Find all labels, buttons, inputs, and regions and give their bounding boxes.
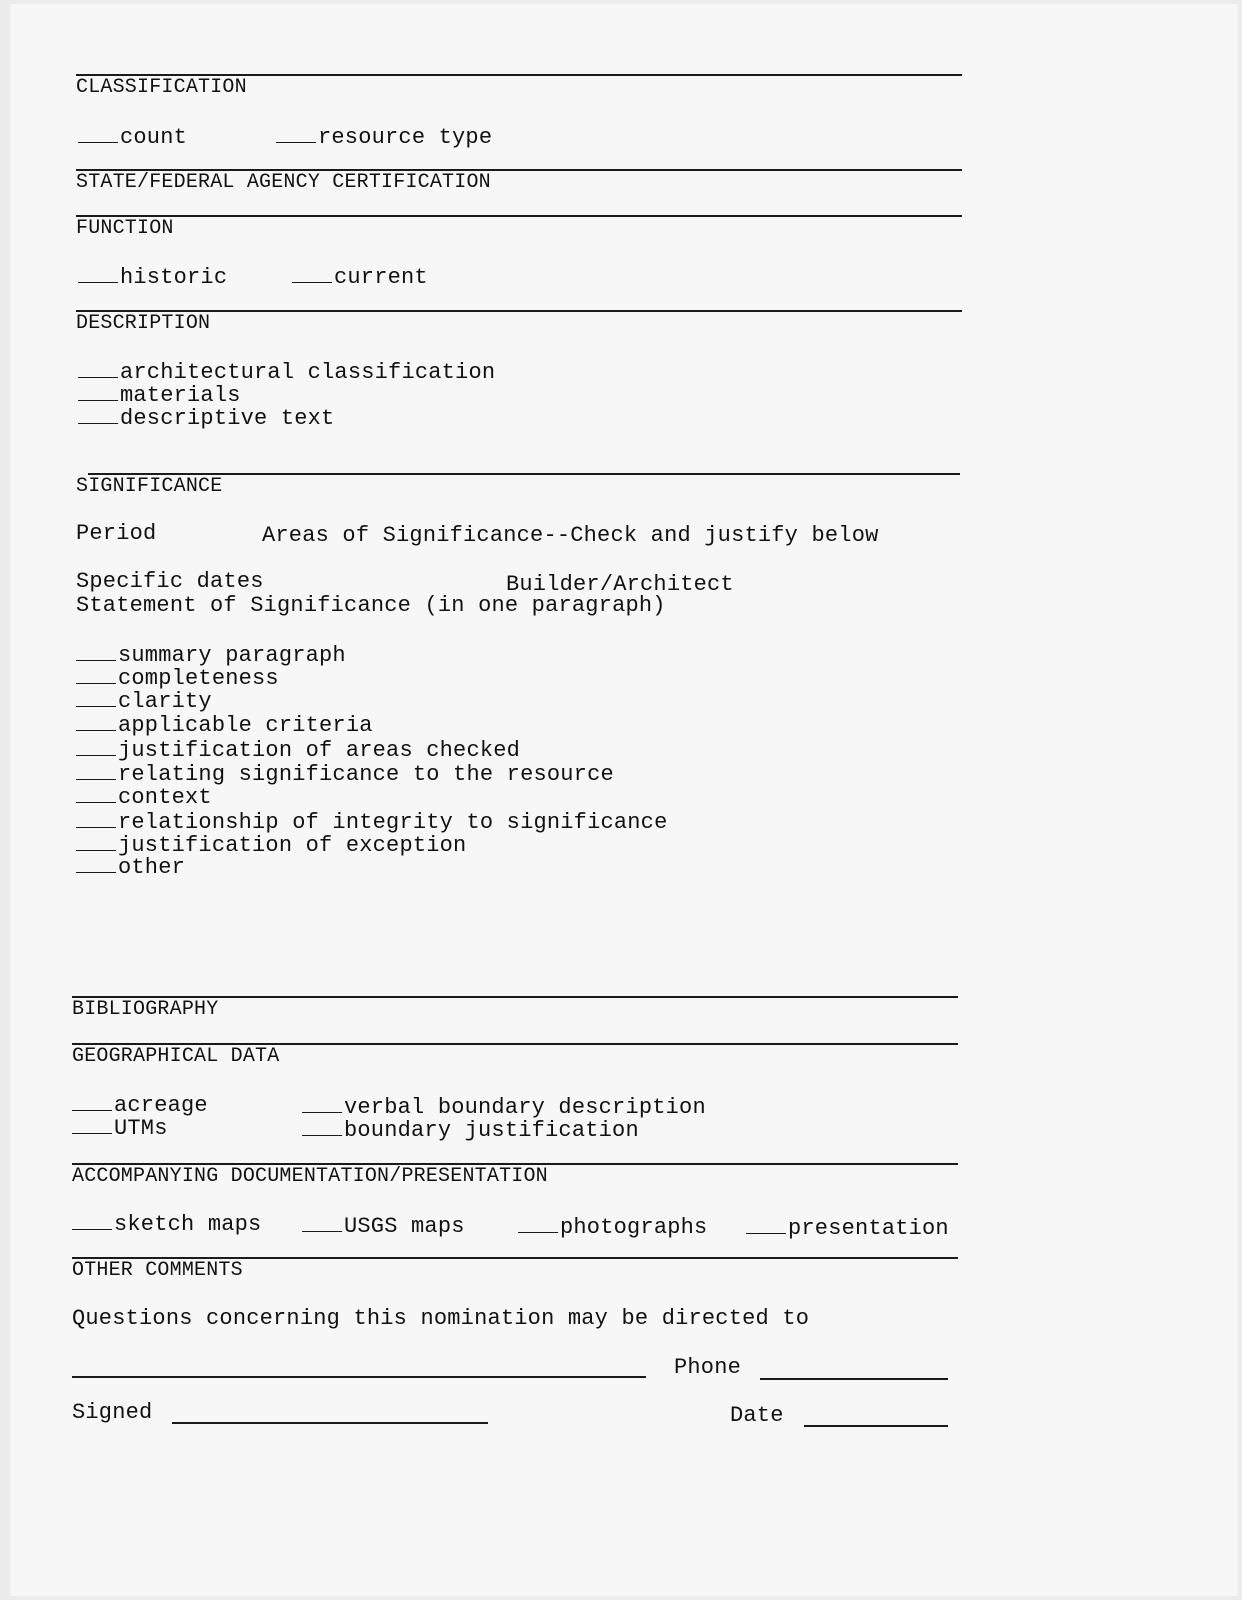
check-blank[interactable] <box>76 642 116 661</box>
contact-name-field[interactable] <box>72 1376 646 1378</box>
checkbox-relationship-integrity[interactable]: relationship of integrity to significance <box>76 809 668 835</box>
description-heading: DESCRIPTION <box>76 312 211 335</box>
checkbox-current[interactable]: current <box>292 264 428 290</box>
check-blank[interactable] <box>76 712 116 731</box>
certification-heading: STATE/FEDERAL AGENCY CERTIFICATION <box>76 171 491 194</box>
check-blank[interactable] <box>76 832 116 851</box>
checkbox-verbal-boundary[interactable]: verbal boundary description <box>302 1094 706 1120</box>
checkbox-context[interactable]: context <box>76 784 212 810</box>
check-blank[interactable] <box>76 688 116 707</box>
check-blank[interactable] <box>72 1211 112 1230</box>
checkbox-presentation[interactable]: presentation <box>746 1215 949 1241</box>
checkbox-historic[interactable]: historic <box>78 264 227 290</box>
checkbox-utms[interactable]: UTMs <box>72 1115 168 1141</box>
checkbox-other[interactable]: other <box>76 854 185 880</box>
checkbox-clarity[interactable]: clarity <box>76 688 212 714</box>
date-field[interactable] <box>804 1425 948 1427</box>
checkbox-resource-type[interactable]: resource type <box>276 124 492 150</box>
check-blank[interactable] <box>76 854 116 873</box>
checkbox-justification-exception[interactable]: justification of exception <box>76 832 466 858</box>
check-blank[interactable] <box>78 264 118 283</box>
check-blank[interactable] <box>72 1115 112 1134</box>
check-blank[interactable] <box>76 809 116 828</box>
check-blank[interactable] <box>76 665 116 684</box>
specific-dates-label: Specific dates <box>76 569 264 594</box>
checkbox-boundary-justification[interactable]: boundary justification <box>302 1117 639 1143</box>
checkbox-applicable-criteria[interactable]: applicable criteria <box>76 712 373 738</box>
areas-of-significance-label: Areas of Significance--Check and justify below <box>262 523 879 548</box>
checkbox-sketch-maps[interactable]: sketch maps <box>72 1211 261 1237</box>
check-blank[interactable] <box>72 1092 112 1111</box>
other-comments-heading: OTHER COMMENTS <box>72 1259 243 1282</box>
check-blank[interactable] <box>302 1094 342 1113</box>
period-label: Period <box>76 521 157 546</box>
signed-label: Signed <box>72 1400 153 1425</box>
checkbox-count[interactable]: count <box>78 124 187 150</box>
phone-label: Phone <box>674 1355 742 1380</box>
checkbox-descriptive-text[interactable]: descriptive text <box>78 405 334 431</box>
checkbox-photographs[interactable]: photographs <box>518 1214 707 1240</box>
bibliography-heading: BIBLIOGRAPHY <box>72 998 219 1021</box>
form-page <box>10 4 1238 1596</box>
check-blank[interactable] <box>78 359 118 378</box>
geographical-heading: GEOGRAPHICAL DATA <box>72 1045 280 1068</box>
checkbox-usgs-maps[interactable]: USGS maps <box>302 1213 465 1239</box>
significance-heading: SIGNIFICANCE <box>76 475 223 498</box>
statement-label: Statement of Significance (in one paragraph) <box>76 593 666 618</box>
check-blank[interactable] <box>78 382 118 401</box>
questions-text: Questions concerning this nomination may be directed to <box>72 1306 810 1331</box>
checkbox-materials[interactable]: materials <box>78 382 241 408</box>
check-blank[interactable] <box>78 124 118 143</box>
date-label: Date <box>730 1403 784 1428</box>
checkbox-summary-paragraph[interactable]: summary paragraph <box>76 642 346 668</box>
checkbox-acreage[interactable]: acreage <box>72 1092 208 1118</box>
check-blank[interactable] <box>746 1215 786 1234</box>
check-blank[interactable] <box>78 405 118 424</box>
check-blank[interactable] <box>76 784 116 803</box>
check-blank[interactable] <box>292 264 332 283</box>
signature-field[interactable] <box>172 1422 488 1424</box>
check-blank[interactable] <box>518 1214 558 1233</box>
checkbox-architectural-classification[interactable]: architectural classification <box>78 359 495 385</box>
check-blank[interactable] <box>302 1213 342 1232</box>
builder-architect-label: Builder/Architect <box>506 572 734 597</box>
check-blank[interactable] <box>76 737 116 756</box>
function-heading: FUNCTION <box>76 217 174 240</box>
check-blank[interactable] <box>302 1117 342 1136</box>
check-blank[interactable] <box>276 124 316 143</box>
checkbox-completeness[interactable]: completeness <box>76 665 279 691</box>
section-rule <box>76 215 962 217</box>
phone-field[interactable] <box>760 1378 948 1380</box>
checkbox-justification-areas[interactable]: justification of areas checked <box>76 737 520 763</box>
checkbox-relating-significance[interactable]: relating significance to the resource <box>76 761 614 787</box>
check-blank[interactable] <box>76 761 116 780</box>
documentation-heading: ACCOMPANYING DOCUMENTATION/PRESENTATION <box>72 1165 548 1188</box>
classification-heading: CLASSIFICATION <box>76 76 247 99</box>
